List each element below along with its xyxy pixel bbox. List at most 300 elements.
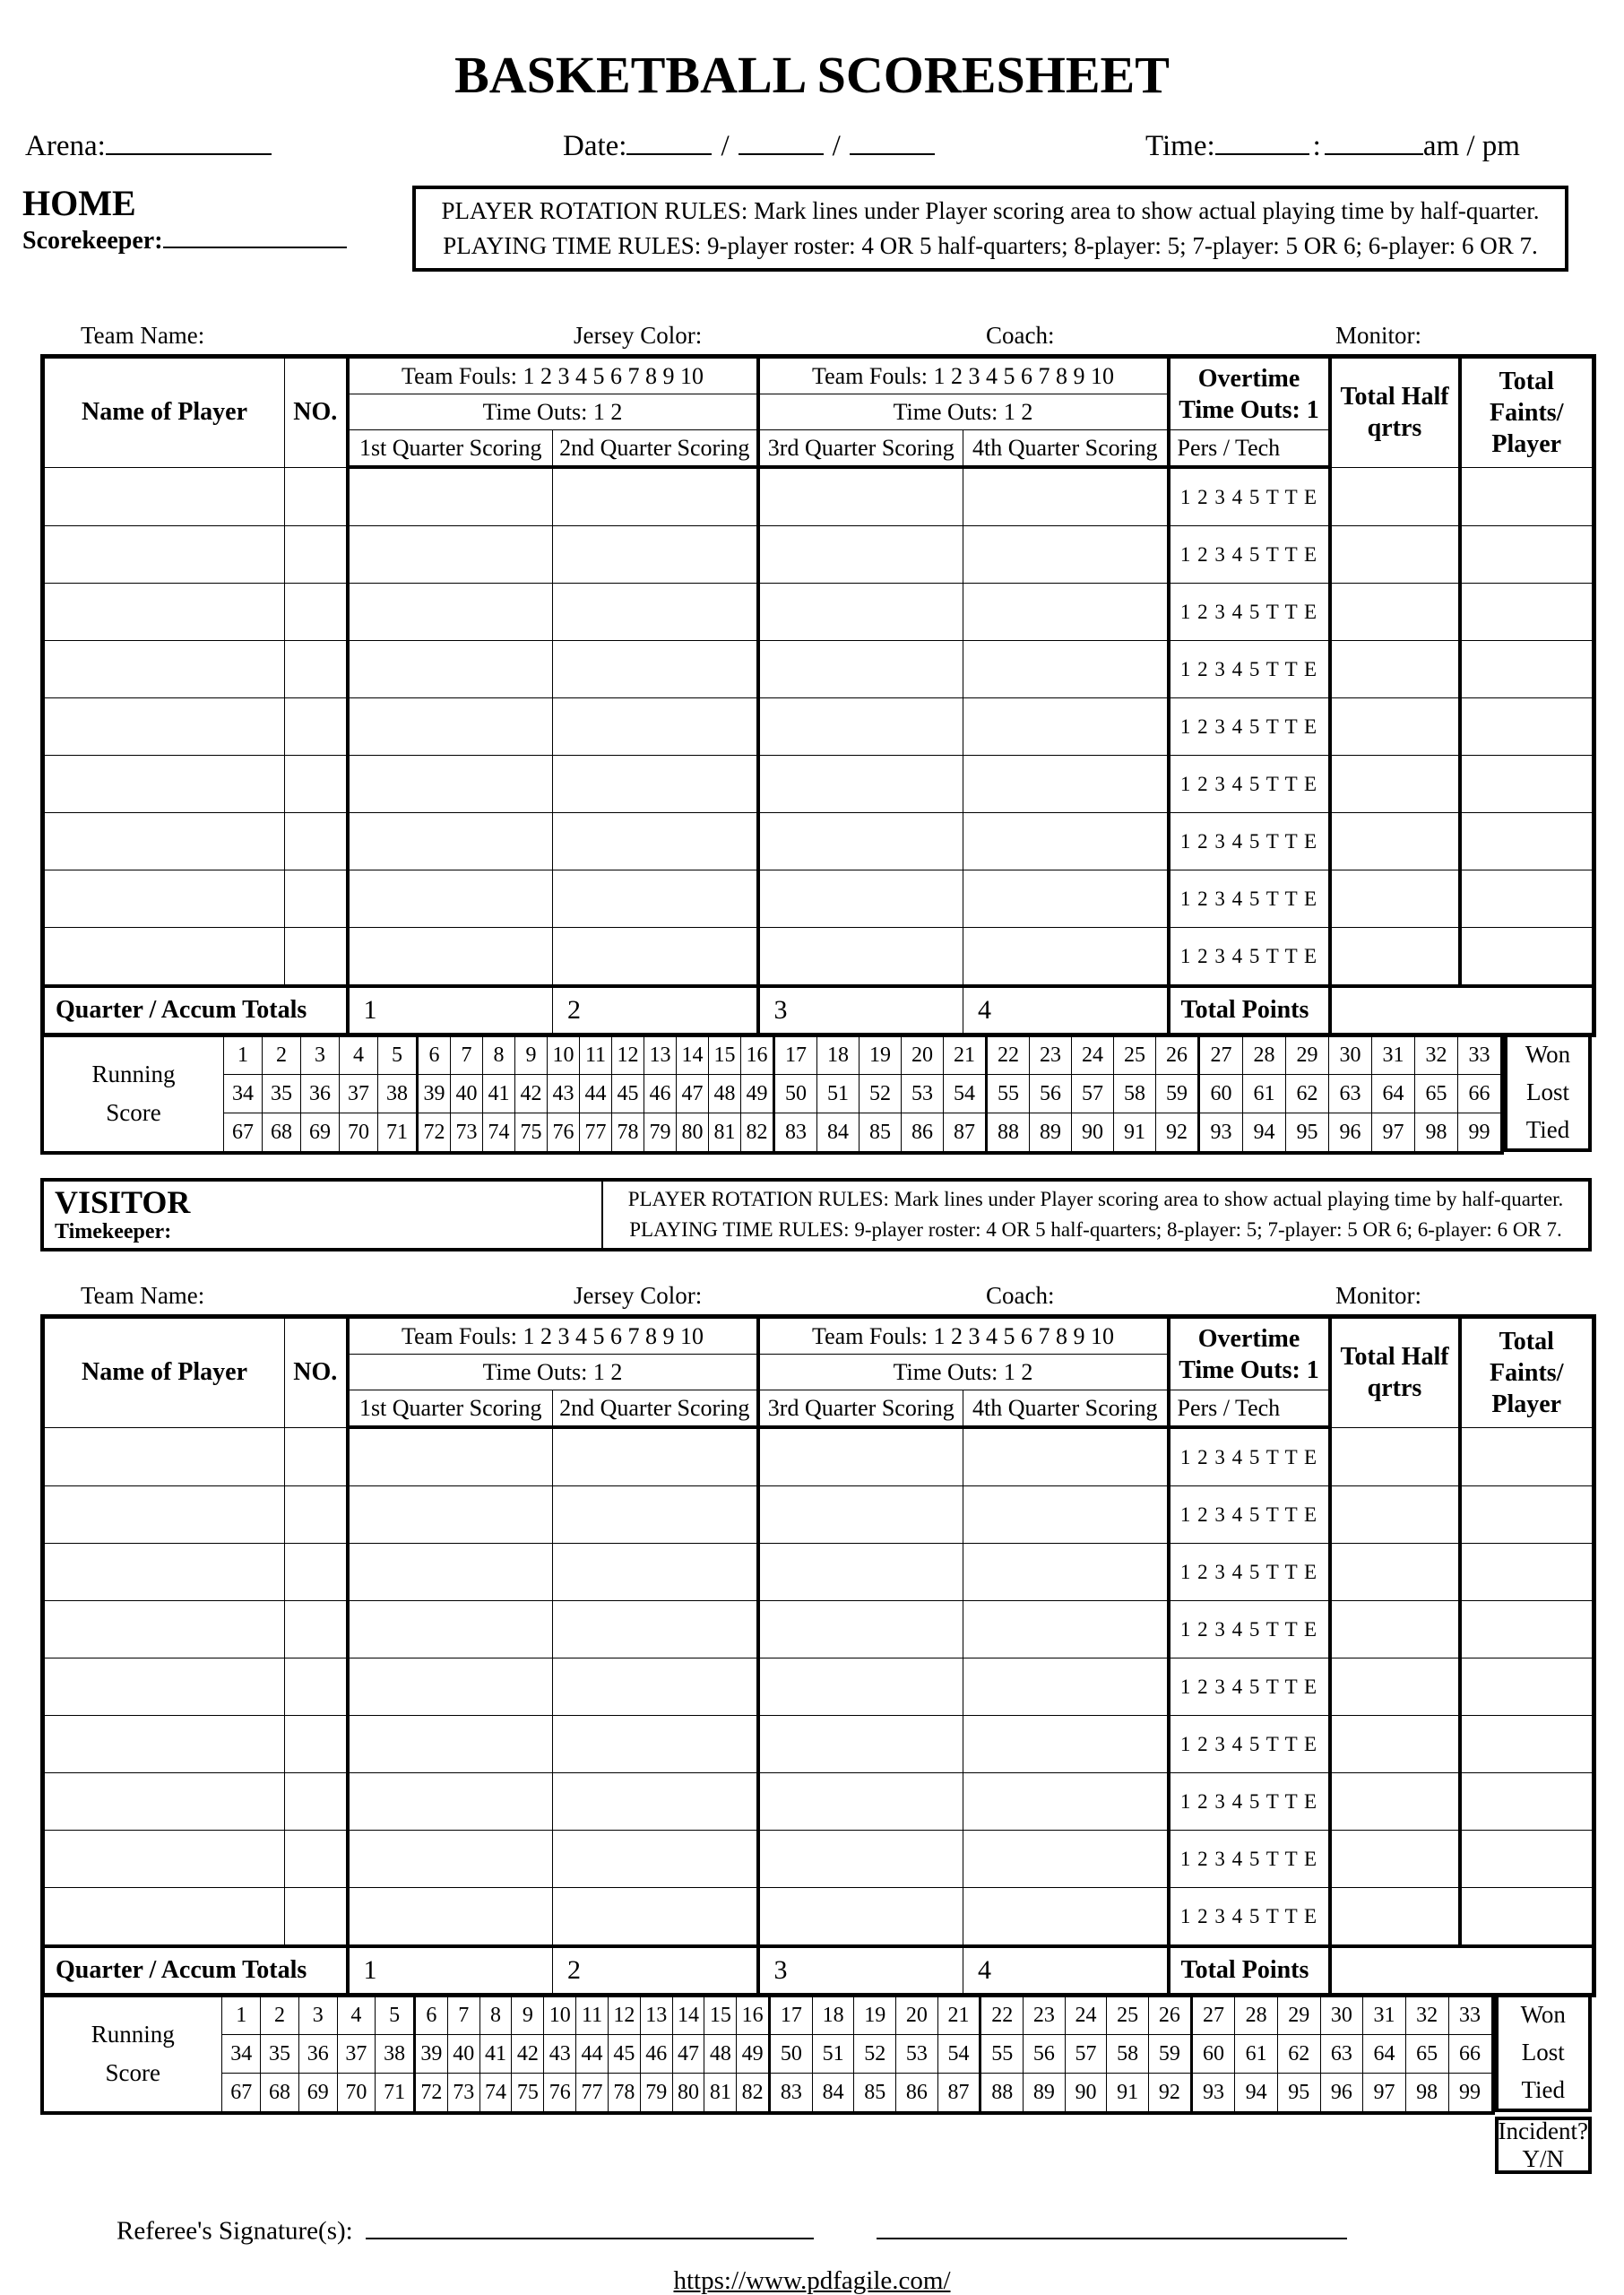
running-score-number[interactable]: 12 [608, 1995, 640, 2035]
running-score-number[interactable]: 97 [1363, 2074, 1406, 2114]
pdfagile-link[interactable]: https://www.pdfagile.com/ [673, 2265, 951, 2295]
quarter-scoring-cell[interactable] [758, 1831, 963, 1888]
running-score-number[interactable]: 14 [677, 1035, 709, 1075]
running-score-number[interactable]: 40 [451, 1075, 483, 1113]
running-score-number[interactable]: 6 [418, 1035, 451, 1075]
quarter-scoring-cell[interactable] [348, 1486, 553, 1544]
running-score-number[interactable]: 71 [378, 1113, 418, 1154]
total-half-cell[interactable] [1330, 756, 1460, 813]
running-score-number[interactable]: 50 [770, 2035, 813, 2074]
running-score-number[interactable]: 51 [812, 2035, 854, 2074]
running-score-number[interactable]: 55 [980, 2035, 1024, 2074]
scorekeeper-input-line[interactable] [163, 225, 347, 248]
running-score-number[interactable]: 75 [512, 2074, 544, 2114]
total-half-cell[interactable] [1330, 526, 1460, 584]
quarter-scoring-cell[interactable] [963, 1888, 1169, 1947]
quarter-scoring-cell[interactable] [758, 1427, 963, 1486]
quarter-scoring-cell[interactable] [348, 467, 553, 526]
personal-fouls-scale[interactable]: 1 2 3 4 5 T T E [1169, 1831, 1330, 1888]
total-points-cell[interactable] [1330, 986, 1594, 1035]
running-score-number[interactable]: 94 [1243, 1113, 1286, 1154]
quarter-scoring-cell[interactable] [963, 584, 1169, 641]
running-score-number[interactable]: 24 [1072, 1035, 1114, 1075]
player-name-cell[interactable] [43, 1601, 285, 1658]
player-name-cell[interactable] [43, 1486, 285, 1544]
running-score-number[interactable]: 7 [447, 1995, 479, 2035]
quarter-scoring-cell[interactable] [553, 641, 758, 698]
team-fouls-header[interactable]: Team Fouls: 1 2 3 4 5 6 7 8 9 10 [348, 1317, 758, 1355]
running-score-number[interactable]: 86 [896, 2074, 938, 2114]
running-score-number[interactable]: 58 [1107, 2035, 1149, 2074]
total-half-cell[interactable] [1330, 1773, 1460, 1831]
total-faints-cell[interactable] [1460, 526, 1594, 584]
personal-fouls-scale[interactable]: 1 2 3 4 5 T T E [1169, 1716, 1330, 1773]
running-score-number[interactable]: 31 [1372, 1035, 1415, 1075]
running-score-number[interactable]: 52 [860, 1075, 902, 1113]
running-score-number[interactable]: 74 [483, 1113, 515, 1154]
running-score-number[interactable]: 53 [902, 1075, 944, 1113]
total-faints-cell[interactable] [1460, 1544, 1594, 1601]
quarter-scoring-cell[interactable] [348, 641, 553, 698]
running-score-number[interactable]: 97 [1372, 1113, 1415, 1154]
running-score-number[interactable]: 57 [1072, 1075, 1114, 1113]
running-score-number[interactable]: 87 [944, 1113, 987, 1154]
quarter-total-cell[interactable]: 2 [553, 1946, 758, 1996]
personal-fouls-scale[interactable]: 1 2 3 4 5 T T E [1169, 526, 1330, 584]
total-half-cell[interactable] [1330, 584, 1460, 641]
running-score-number[interactable]: 63 [1320, 2035, 1363, 2074]
quarter-scoring-cell[interactable] [758, 1888, 963, 1947]
personal-fouls-scale[interactable]: 1 2 3 4 5 T T E [1169, 1658, 1330, 1716]
running-score-number[interactable]: 8 [479, 1995, 512, 2035]
running-score-number[interactable]: 21 [944, 1035, 987, 1075]
quarter-scoring-cell[interactable] [758, 1544, 963, 1601]
total-half-cell[interactable] [1330, 1486, 1460, 1544]
running-score-number[interactable]: 44 [580, 1075, 612, 1113]
result-option[interactable]: Won [1525, 1041, 1571, 1069]
quarter-scoring-cell[interactable] [348, 1716, 553, 1773]
running-score-number[interactable]: 42 [512, 2035, 544, 2074]
time-outs-header[interactable]: Time Outs: 1 2 [348, 394, 758, 430]
running-score-number[interactable]: 86 [902, 1113, 944, 1154]
running-score-number[interactable]: 62 [1286, 1075, 1329, 1113]
total-faints-cell[interactable] [1460, 1658, 1594, 1716]
running-score-number[interactable]: 26 [1149, 1995, 1192, 2035]
running-score-number[interactable]: 44 [576, 2035, 609, 2074]
running-score-number[interactable]: 28 [1235, 1995, 1278, 2035]
running-score-number[interactable]: 29 [1286, 1035, 1329, 1075]
running-score-number[interactable]: 11 [580, 1035, 612, 1075]
running-score-number[interactable]: 20 [896, 1995, 938, 2035]
quarter-scoring-cell[interactable] [758, 813, 963, 870]
player-number-cell[interactable] [285, 1716, 348, 1773]
running-score-number[interactable]: 41 [483, 1075, 515, 1113]
running-score-number[interactable]: 76 [544, 2074, 576, 2114]
player-number-cell[interactable] [285, 1888, 348, 1947]
total-faints-cell[interactable] [1460, 641, 1594, 698]
running-score-number[interactable]: 21 [937, 1995, 980, 2035]
running-score-number[interactable]: 29 [1277, 1995, 1320, 2035]
running-score-number[interactable]: 43 [548, 1075, 580, 1113]
quarter-scoring-cell[interactable] [758, 584, 963, 641]
quarter-scoring-cell[interactable] [553, 1601, 758, 1658]
running-score-number[interactable]: 38 [376, 2035, 415, 2074]
quarter-scoring-cell[interactable] [963, 756, 1169, 813]
running-score-number[interactable]: 7 [451, 1035, 483, 1075]
player-name-cell[interactable] [43, 467, 285, 526]
team-fouls-header[interactable]: Team Fouls: 1 2 3 4 5 6 7 8 9 10 [758, 1317, 1169, 1355]
running-score-number[interactable]: 20 [902, 1035, 944, 1075]
running-score-number[interactable]: 13 [644, 1035, 677, 1075]
running-score-number[interactable]: 12 [612, 1035, 644, 1075]
running-score-number[interactable]: 27 [1199, 1035, 1243, 1075]
running-score-number[interactable]: 39 [418, 1075, 451, 1113]
running-score-number[interactable]: 14 [672, 1995, 704, 2035]
running-score-number[interactable]: 9 [512, 1995, 544, 2035]
player-number-cell[interactable] [285, 1773, 348, 1831]
player-name-cell[interactable] [43, 1773, 285, 1831]
total-faints-cell[interactable] [1460, 1773, 1594, 1831]
running-score-number[interactable]: 99 [1458, 1113, 1503, 1154]
player-number-cell[interactable] [285, 756, 348, 813]
running-score-number[interactable]: 65 [1405, 2035, 1448, 2074]
running-score-number[interactable]: 93 [1191, 2074, 1235, 2114]
quarter-scoring-cell[interactable] [963, 1716, 1169, 1773]
quarter-scoring-cell[interactable] [348, 584, 553, 641]
referee-signature-line-1[interactable] [366, 2215, 814, 2239]
total-faints-cell[interactable] [1460, 467, 1594, 526]
running-score-number[interactable]: 98 [1415, 1113, 1458, 1154]
running-score-number[interactable]: 46 [644, 1075, 677, 1113]
quarter-scoring-cell[interactable] [553, 1888, 758, 1947]
total-half-cell[interactable] [1330, 1888, 1460, 1947]
running-score-number[interactable]: 4 [337, 1995, 376, 2035]
date-input-line[interactable] [626, 128, 712, 155]
personal-fouls-scale[interactable]: 1 2 3 4 5 T T E [1169, 756, 1330, 813]
running-score-number[interactable]: 54 [944, 1075, 987, 1113]
quarter-scoring-cell[interactable] [963, 467, 1169, 526]
running-score-number[interactable]: 42 [515, 1075, 548, 1113]
running-score-number[interactable]: 48 [704, 2035, 737, 2074]
quarter-total-cell[interactable]: 4 [963, 1946, 1169, 1996]
running-score-number[interactable]: 36 [298, 2035, 337, 2074]
ampm-option[interactable]: am / pm [1422, 130, 1520, 163]
total-points-cell[interactable] [1330, 1946, 1594, 1996]
running-score-number[interactable]: 5 [378, 1035, 418, 1075]
running-score-number[interactable]: 87 [937, 2074, 980, 2114]
quarter-scoring-cell[interactable] [758, 928, 963, 987]
running-score-number[interactable]: 79 [640, 2074, 672, 2114]
quarter-scoring-cell[interactable] [758, 467, 963, 526]
player-name-cell[interactable] [43, 584, 285, 641]
running-score-number[interactable]: 47 [672, 2035, 704, 2074]
running-score-number[interactable]: 54 [937, 2035, 980, 2074]
referee-signature-line-2[interactable] [877, 2215, 1347, 2239]
quarter-scoring-cell[interactable] [963, 1601, 1169, 1658]
quarter-scoring-cell[interactable] [758, 870, 963, 928]
running-score-number[interactable]: 91 [1114, 1113, 1156, 1154]
running-score-number[interactable]: 92 [1156, 1113, 1199, 1154]
running-score-number[interactable]: 35 [261, 2035, 299, 2074]
quarter-scoring-cell[interactable] [553, 1544, 758, 1601]
running-score-number[interactable]: 24 [1065, 1995, 1107, 2035]
running-score-number[interactable]: 64 [1363, 2035, 1406, 2074]
total-faints-cell[interactable] [1460, 756, 1594, 813]
running-score-number[interactable]: 18 [817, 1035, 860, 1075]
quarter-scoring-cell[interactable] [758, 1601, 963, 1658]
quarter-scoring-cell[interactable] [553, 813, 758, 870]
running-score-number[interactable]: 96 [1329, 1113, 1372, 1154]
total-faints-cell[interactable] [1460, 1831, 1594, 1888]
running-score-number[interactable]: 46 [640, 2035, 672, 2074]
quarter-scoring-cell[interactable] [758, 1486, 963, 1544]
running-score-number[interactable]: 66 [1448, 2035, 1493, 2074]
running-score-number[interactable]: 77 [580, 1113, 612, 1154]
running-score-number[interactable]: 19 [854, 1995, 896, 2035]
quarter-scoring-cell[interactable] [963, 698, 1169, 756]
quarter-scoring-cell[interactable] [963, 870, 1169, 928]
running-score-number[interactable]: 90 [1072, 1113, 1114, 1154]
quarter-scoring-cell[interactable] [758, 698, 963, 756]
running-score-number[interactable]: 72 [414, 2074, 447, 2114]
running-score-number[interactable]: 47 [677, 1075, 709, 1113]
quarter-scoring-cell[interactable] [348, 1601, 553, 1658]
total-faints-cell[interactable] [1460, 584, 1594, 641]
running-score-number[interactable]: 1 [224, 1035, 263, 1075]
running-score-number[interactable]: 34 [224, 1075, 263, 1113]
running-score-number[interactable]: 5 [376, 1995, 415, 2035]
total-faints-cell[interactable] [1460, 928, 1594, 987]
running-score-number[interactable]: 16 [737, 1995, 770, 2035]
quarter-scoring-cell[interactable] [758, 1716, 963, 1773]
running-score-number[interactable]: 49 [737, 2035, 770, 2074]
quarter-scoring-cell[interactable] [348, 698, 553, 756]
player-number-cell[interactable] [285, 467, 348, 526]
running-score-number[interactable]: 25 [1107, 1995, 1149, 2035]
player-name-cell[interactable] [43, 870, 285, 928]
total-half-cell[interactable] [1330, 870, 1460, 928]
player-name-cell[interactable] [43, 1831, 285, 1888]
personal-fouls-scale[interactable]: 1 2 3 4 5 T T E [1169, 1486, 1330, 1544]
total-faints-cell[interactable] [1460, 1888, 1594, 1947]
running-score-number[interactable]: 60 [1191, 2035, 1235, 2074]
personal-fouls-scale[interactable]: 1 2 3 4 5 T T E [1169, 928, 1330, 987]
running-score-number[interactable]: 67 [222, 2074, 261, 2114]
running-score-number[interactable]: 83 [774, 1113, 817, 1154]
total-faints-cell[interactable] [1460, 1486, 1594, 1544]
running-score-number[interactable]: 1 [222, 1995, 261, 2035]
total-faints-cell[interactable] [1460, 813, 1594, 870]
running-score-number[interactable]: 25 [1114, 1035, 1156, 1075]
personal-fouls-scale[interactable]: 1 2 3 4 5 T T E [1169, 584, 1330, 641]
time-outs-header[interactable]: Time Outs: 1 2 [758, 1355, 1169, 1390]
running-score-number[interactable]: 4 [340, 1035, 378, 1075]
running-score-number[interactable]: 40 [447, 2035, 479, 2074]
personal-fouls-scale[interactable]: 1 2 3 4 5 T T E [1169, 698, 1330, 756]
running-score-number[interactable]: 81 [709, 1113, 741, 1154]
running-score-number[interactable]: 49 [741, 1075, 774, 1113]
player-number-cell[interactable] [285, 813, 348, 870]
running-score-number[interactable]: 77 [576, 2074, 609, 2114]
running-score-number[interactable]: 8 [483, 1035, 515, 1075]
running-score-number[interactable]: 83 [770, 2074, 813, 2114]
running-score-number[interactable]: 59 [1149, 2035, 1192, 2074]
running-score-number[interactable]: 3 [301, 1035, 340, 1075]
running-score-number[interactable]: 62 [1277, 2035, 1320, 2074]
time-outs-header[interactable]: Time Outs: 1 2 [758, 394, 1169, 430]
running-score-number[interactable]: 19 [860, 1035, 902, 1075]
running-score-number[interactable]: 18 [812, 1995, 854, 2035]
running-score-number[interactable]: 34 [222, 2035, 261, 2074]
running-score-number[interactable]: 88 [987, 1113, 1030, 1154]
quarter-scoring-cell[interactable] [553, 526, 758, 584]
running-score-number[interactable]: 74 [479, 2074, 512, 2114]
quarter-total-cell[interactable]: 1 [348, 1946, 553, 1996]
quarter-scoring-cell[interactable] [963, 1831, 1169, 1888]
result-option[interactable]: Lost [1525, 1078, 1569, 1105]
player-name-cell[interactable] [43, 928, 285, 987]
running-score-number[interactable]: 68 [263, 1113, 301, 1154]
running-score-number[interactable]: 33 [1448, 1995, 1493, 2035]
quarter-scoring-cell[interactable] [348, 756, 553, 813]
player-name-cell[interactable] [43, 1544, 285, 1601]
total-half-cell[interactable] [1330, 928, 1460, 987]
personal-fouls-scale[interactable]: 1 2 3 4 5 T T E [1169, 641, 1330, 698]
total-half-cell[interactable] [1330, 641, 1460, 698]
player-name-cell[interactable] [43, 1658, 285, 1716]
quarter-scoring-cell[interactable] [348, 1658, 553, 1716]
running-score-number[interactable]: 15 [709, 1035, 741, 1075]
player-name-cell[interactable] [43, 1427, 285, 1486]
date-input-line[interactable] [850, 128, 935, 155]
incident-options[interactable]: Y/N [1522, 2145, 1565, 2172]
running-score-number[interactable]: 16 [741, 1035, 774, 1075]
running-score-number[interactable]: 65 [1415, 1075, 1458, 1113]
quarter-total-cell[interactable]: 1 [348, 986, 553, 1035]
running-score-number[interactable]: 95 [1277, 2074, 1320, 2114]
running-score-number[interactable]: 15 [704, 1995, 737, 2035]
player-name-cell[interactable] [43, 641, 285, 698]
player-number-cell[interactable] [285, 1831, 348, 1888]
running-score-number[interactable]: 53 [896, 2035, 938, 2074]
player-name-cell[interactable] [43, 1716, 285, 1773]
running-score-number[interactable]: 60 [1199, 1075, 1243, 1113]
running-score-number[interactable]: 61 [1235, 2035, 1278, 2074]
running-score-number[interactable]: 45 [608, 2035, 640, 2074]
running-score-number[interactable]: 82 [741, 1113, 774, 1154]
total-half-cell[interactable] [1330, 1427, 1460, 1486]
personal-fouls-scale[interactable]: 1 2 3 4 5 T T E [1169, 1773, 1330, 1831]
running-score-number[interactable]: 48 [709, 1075, 741, 1113]
running-score-number[interactable]: 30 [1320, 1995, 1363, 2035]
quarter-scoring-cell[interactable] [553, 467, 758, 526]
running-score-number[interactable]: 84 [817, 1113, 860, 1154]
running-score-number[interactable]: 22 [980, 1995, 1024, 2035]
total-half-cell[interactable] [1330, 1544, 1460, 1601]
quarter-total-cell[interactable]: 3 [758, 1946, 963, 1996]
running-score-number[interactable]: 45 [612, 1075, 644, 1113]
quarter-scoring-cell[interactable] [553, 1486, 758, 1544]
running-score-number[interactable]: 31 [1363, 1995, 1406, 2035]
running-score-number[interactable]: 98 [1405, 2074, 1448, 2114]
quarter-scoring-cell[interactable] [553, 1716, 758, 1773]
quarter-scoring-cell[interactable] [758, 1658, 963, 1716]
running-score-number[interactable]: 70 [337, 2074, 376, 2114]
quarter-scoring-cell[interactable] [963, 526, 1169, 584]
running-score-number[interactable]: 23 [1024, 1995, 1066, 2035]
total-half-cell[interactable] [1330, 698, 1460, 756]
running-score-number[interactable]: 38 [378, 1075, 418, 1113]
running-score-number[interactable]: 99 [1448, 2074, 1493, 2114]
quarter-scoring-cell[interactable] [553, 1658, 758, 1716]
quarter-scoring-cell[interactable] [553, 1773, 758, 1831]
running-score-number[interactable]: 17 [770, 1995, 813, 2035]
running-score-number[interactable]: 90 [1065, 2074, 1107, 2114]
quarter-scoring-cell[interactable] [553, 1427, 758, 1486]
player-number-cell[interactable] [285, 870, 348, 928]
running-score-number[interactable]: 13 [640, 1995, 672, 2035]
total-half-cell[interactable] [1330, 1716, 1460, 1773]
quarter-scoring-cell[interactable] [758, 1773, 963, 1831]
personal-fouls-scale[interactable]: 1 2 3 4 5 T T E [1169, 467, 1330, 526]
total-faints-cell[interactable] [1460, 698, 1594, 756]
running-score-number[interactable]: 32 [1415, 1035, 1458, 1075]
player-number-cell[interactable] [285, 641, 348, 698]
quarter-scoring-cell[interactable] [348, 1888, 553, 1947]
quarter-scoring-cell[interactable] [758, 756, 963, 813]
total-half-cell[interactable] [1330, 1831, 1460, 1888]
player-number-cell[interactable] [285, 1544, 348, 1601]
running-score-number[interactable]: 2 [261, 1995, 299, 2035]
player-number-cell[interactable] [285, 928, 348, 987]
quarter-scoring-cell[interactable] [348, 870, 553, 928]
running-score-number[interactable]: 59 [1156, 1075, 1199, 1113]
running-score-number[interactable]: 78 [612, 1113, 644, 1154]
result-option[interactable]: Won [1520, 2001, 1566, 2029]
quarter-scoring-cell[interactable] [553, 584, 758, 641]
running-score-number[interactable]: 68 [261, 2074, 299, 2114]
quarter-scoring-cell[interactable] [348, 1773, 553, 1831]
quarter-scoring-cell[interactable] [963, 1773, 1169, 1831]
total-faints-cell[interactable] [1460, 1716, 1594, 1773]
running-score-number[interactable]: 37 [337, 2035, 376, 2074]
total-faints-cell[interactable] [1460, 870, 1594, 928]
running-score-number[interactable]: 30 [1329, 1035, 1372, 1075]
running-score-number[interactable]: 11 [576, 1995, 609, 2035]
running-score-number[interactable]: 28 [1243, 1035, 1286, 1075]
running-score-number[interactable]: 36 [301, 1075, 340, 1113]
running-score-number[interactable]: 58 [1114, 1075, 1156, 1113]
running-score-number[interactable]: 82 [737, 2074, 770, 2114]
total-half-cell[interactable] [1330, 1658, 1460, 1716]
total-half-cell[interactable] [1330, 1601, 1460, 1658]
total-half-cell[interactable] [1330, 467, 1460, 526]
time-outs-header[interactable]: Time Outs: 1 2 [348, 1355, 758, 1390]
personal-fouls-scale[interactable]: 1 2 3 4 5 T T E [1169, 870, 1330, 928]
running-score-number[interactable]: 39 [414, 2035, 447, 2074]
quarter-total-cell[interactable]: 4 [963, 986, 1169, 1035]
quarter-scoring-cell[interactable] [348, 1544, 553, 1601]
quarter-scoring-cell[interactable] [553, 698, 758, 756]
quarter-scoring-cell[interactable] [348, 813, 553, 870]
running-score-number[interactable]: 6 [414, 1995, 447, 2035]
running-score-number[interactable]: 55 [987, 1075, 1030, 1113]
running-score-number[interactable]: 37 [340, 1075, 378, 1113]
date-input-line[interactable] [739, 128, 824, 155]
quarter-scoring-cell[interactable] [758, 641, 963, 698]
result-option[interactable]: Tied [1521, 2075, 1566, 2103]
personal-fouls-scale[interactable]: 1 2 3 4 5 T T E [1169, 1427, 1330, 1486]
